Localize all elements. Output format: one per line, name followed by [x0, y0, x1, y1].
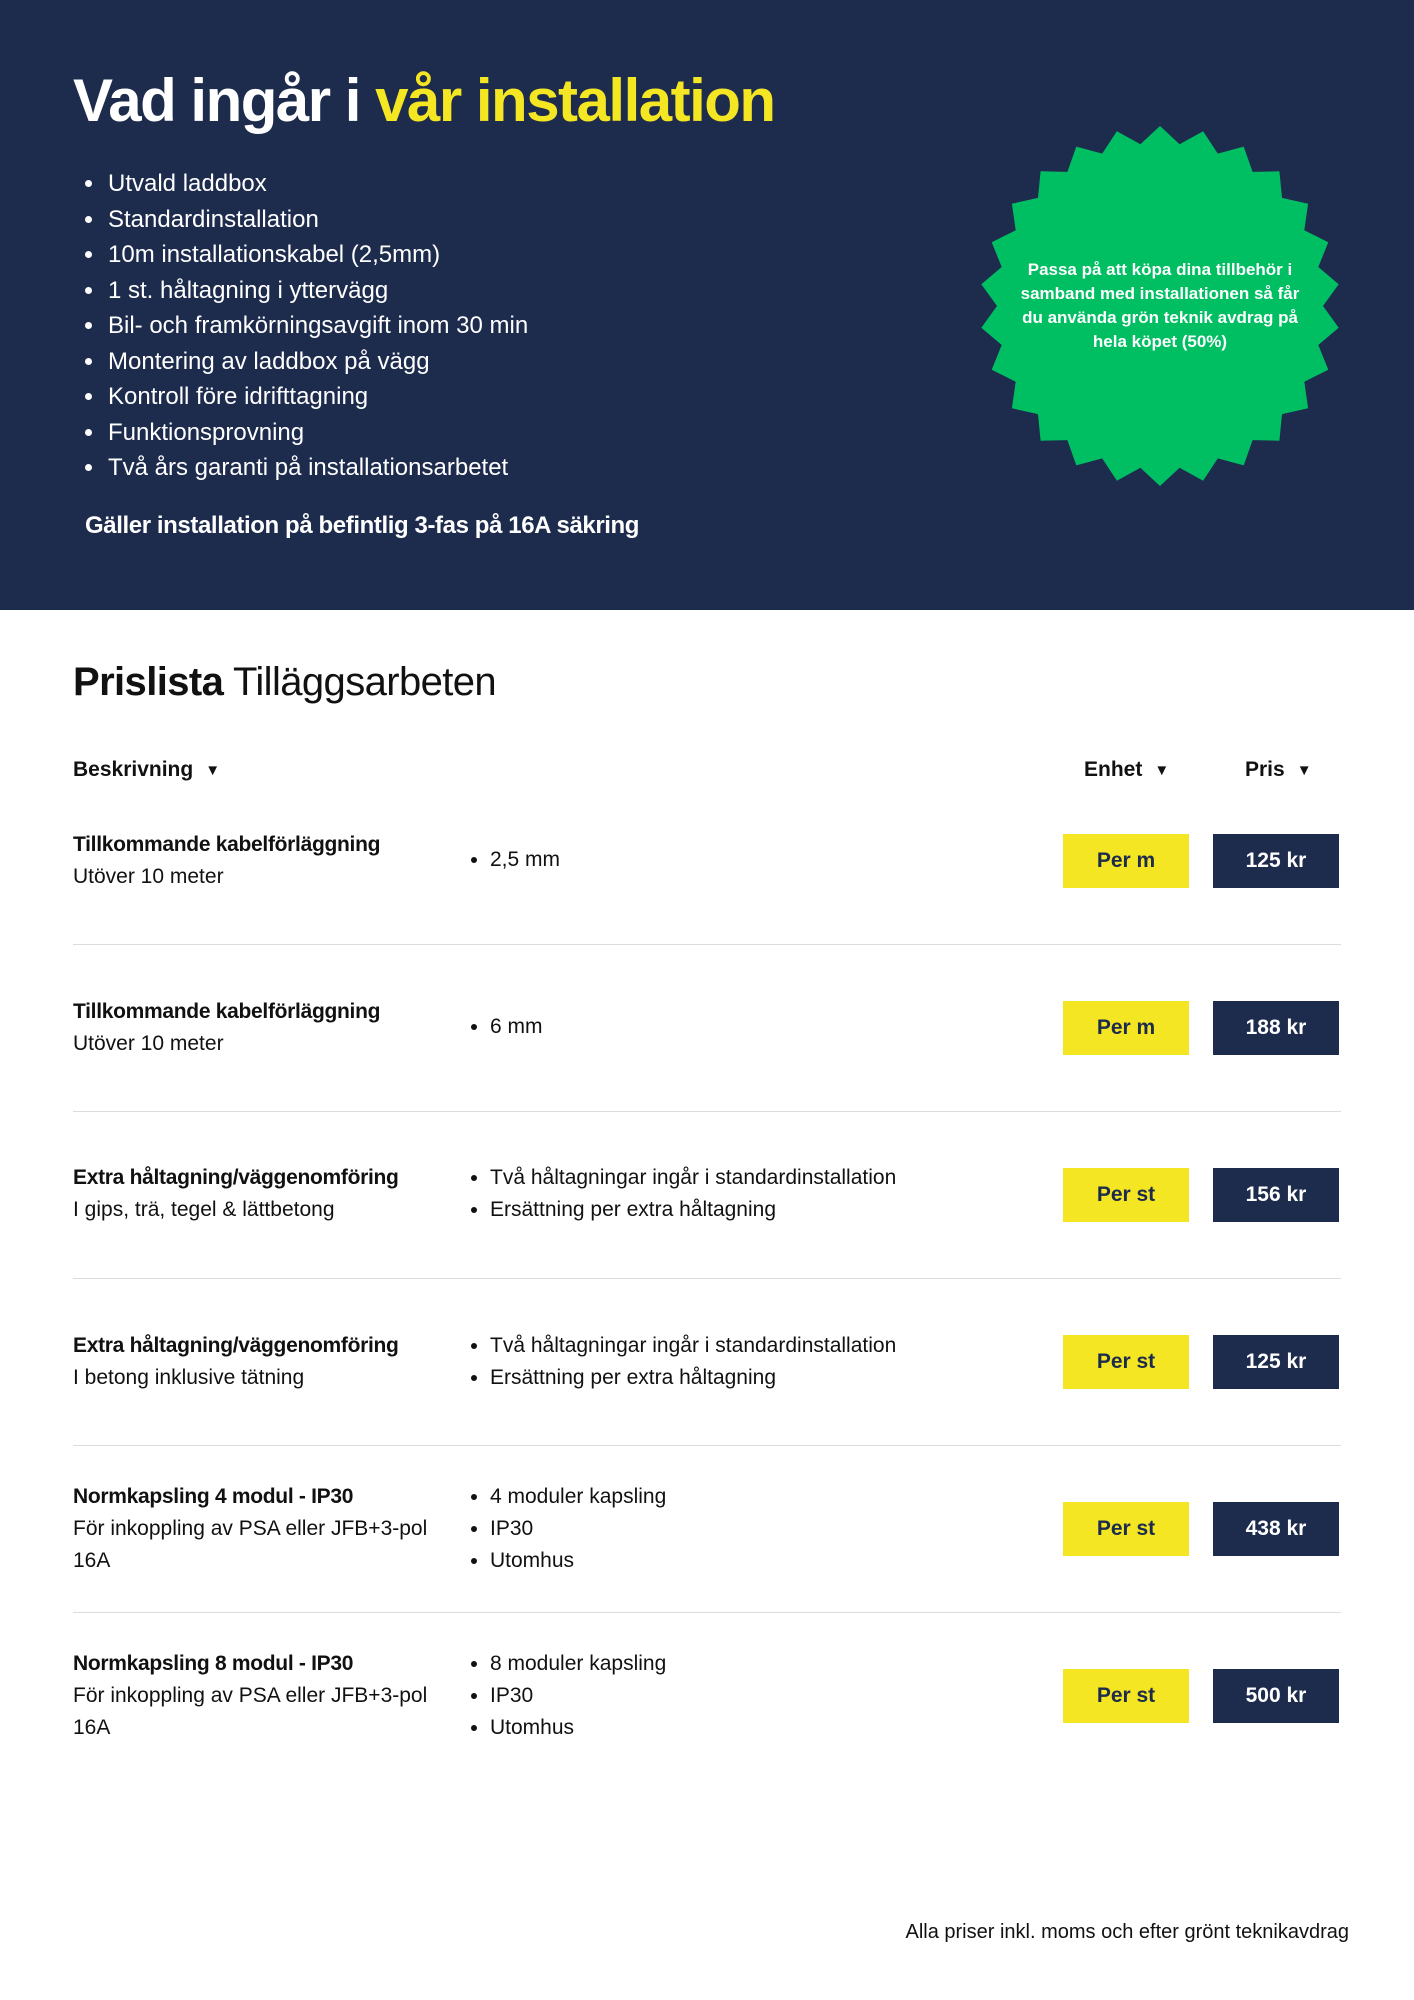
sort-down-icon: ▼	[1154, 762, 1170, 779]
row-details	[462, 844, 560, 876]
promo-badge	[978, 124, 1342, 488]
row-details	[462, 1648, 666, 1744]
row-divider	[73, 1278, 1341, 1279]
row-title: Extra håltagning/väggenomföring	[73, 1166, 399, 1189]
detail-item: • 2,5 mm	[490, 844, 560, 876]
unit-tag: Per m	[1063, 1001, 1189, 1055]
row-subtitle: För inkoppling av PSA eller JFB+3-pol 16A	[73, 1517, 428, 1572]
price-row	[73, 996, 1341, 1163]
hero-section	[0, 0, 1414, 610]
unit-tag: Per st	[1063, 1335, 1189, 1389]
feature-item: • 10m installationskabel (2,5mm)	[106, 237, 528, 273]
price-footnote: Alla priser inkl. moms och efter grönt teknikavdrag	[905, 1921, 1349, 1943]
feature-item: • Bil- och framkörningsavgift inom 30 min	[106, 308, 528, 344]
price-tag: 125 kr	[1213, 1335, 1339, 1389]
price-tag: 125 kr	[1213, 834, 1339, 888]
unit-tag: Per st	[1063, 1168, 1189, 1222]
detail-item: • 6 mm	[490, 1011, 543, 1043]
detail-item: • Utomhus	[490, 1545, 666, 1577]
feature-item: • Utvald laddbox	[106, 166, 528, 202]
promo-badge-text: Passa på att köpa dina tillbehör i samband med installationen så får du använda grön teknik avdrag på hela köpet (50%)	[1020, 260, 1300, 351]
detail-item: • Ersättning per extra håltagning	[490, 1194, 896, 1226]
detail-item: • Ersättning per extra håltagning	[490, 1362, 896, 1394]
price-tag: 156 kr	[1213, 1168, 1339, 1222]
feature-item: • Funktionsprovning	[106, 415, 528, 451]
hero-title	[73, 66, 775, 135]
row-title: Normkapsling 8 modul - IP30	[73, 1652, 354, 1675]
row-title: Normkapsling 4 modul - IP30	[73, 1485, 354, 1508]
detail-item: • IP30	[490, 1513, 666, 1545]
detail-item: • Två håltagningar ingår i standardinstallation	[490, 1330, 896, 1362]
price-row	[73, 1481, 1341, 1648]
row-subtitle: I betong inklusive tätning	[73, 1366, 305, 1389]
pricelist-title-rest: Tilläggsarbeten	[223, 660, 497, 704]
row-details	[462, 1162, 896, 1226]
feature-item: • Två års garanti på installationsarbetet	[106, 450, 528, 486]
row-title: Extra håltagning/väggenomföring	[73, 1334, 399, 1357]
row-details	[462, 1481, 666, 1577]
row-divider	[73, 1111, 1341, 1112]
hero-title-plain: Vad ingår i	[73, 67, 376, 134]
feature-item: • Standardinstallation	[106, 202, 528, 238]
row-title: Tillkommande kabelförläggning	[73, 833, 381, 856]
row-subtitle: I gips, trä, tegel & lättbetong	[73, 1198, 335, 1221]
price-row	[73, 1330, 1341, 1497]
price-row	[73, 1162, 1341, 1329]
row-subtitle: Utöver 10 meter	[73, 1032, 224, 1055]
detail-item: • 4 moduler kapsling	[490, 1481, 666, 1513]
row-title: Tillkommande kabelförläggning	[73, 1000, 381, 1023]
detail-item: • Utomhus	[490, 1712, 666, 1744]
row-details	[462, 1011, 543, 1043]
feature-item: • 1 st. håltagning i yttervägg	[106, 273, 528, 309]
pricelist-title	[73, 660, 496, 705]
price-tag: 188 kr	[1213, 1001, 1339, 1055]
price-tag: 438 kr	[1213, 1502, 1339, 1556]
column-header-price[interactable]: Pris ▼	[1245, 758, 1312, 781]
row-divider	[73, 1612, 1341, 1613]
sort-down-icon: ▼	[205, 762, 221, 779]
detail-item: • IP30	[490, 1680, 666, 1712]
unit-tag: Per st	[1063, 1669, 1189, 1723]
feature-item: • Kontroll före idrifttagning	[106, 379, 528, 415]
sort-down-icon: ▼	[1296, 762, 1312, 779]
unit-tag: Per st	[1063, 1502, 1189, 1556]
detail-item: • 8 moduler kapsling	[490, 1648, 666, 1680]
price-row	[73, 829, 1341, 996]
included-features-list	[80, 166, 528, 486]
feature-item: • Montering av laddbox på vägg	[106, 344, 528, 380]
unit-tag: Per m	[1063, 834, 1189, 888]
row-divider	[73, 944, 1341, 945]
price-row	[73, 1648, 1341, 1815]
column-header-description[interactable]: Beskrivning ▼	[73, 758, 221, 781]
detail-item: • Två håltagningar ingår i standardinstallation	[490, 1162, 896, 1194]
hero-title-accent: vår installation	[375, 67, 775, 134]
installation-condition-note: Gäller installation på befintlig 3-fas på 16A säkring	[85, 512, 640, 539]
column-header-unit[interactable]: Enhet ▼	[1084, 758, 1170, 781]
pricelist-title-bold: Prislista	[73, 660, 224, 704]
row-details	[462, 1330, 896, 1394]
price-tag: 500 kr	[1213, 1669, 1339, 1723]
row-subtitle: Utöver 10 meter	[73, 865, 224, 888]
row-subtitle: För inkoppling av PSA eller JFB+3-pol 16A	[73, 1684, 428, 1739]
row-divider	[73, 1445, 1341, 1446]
